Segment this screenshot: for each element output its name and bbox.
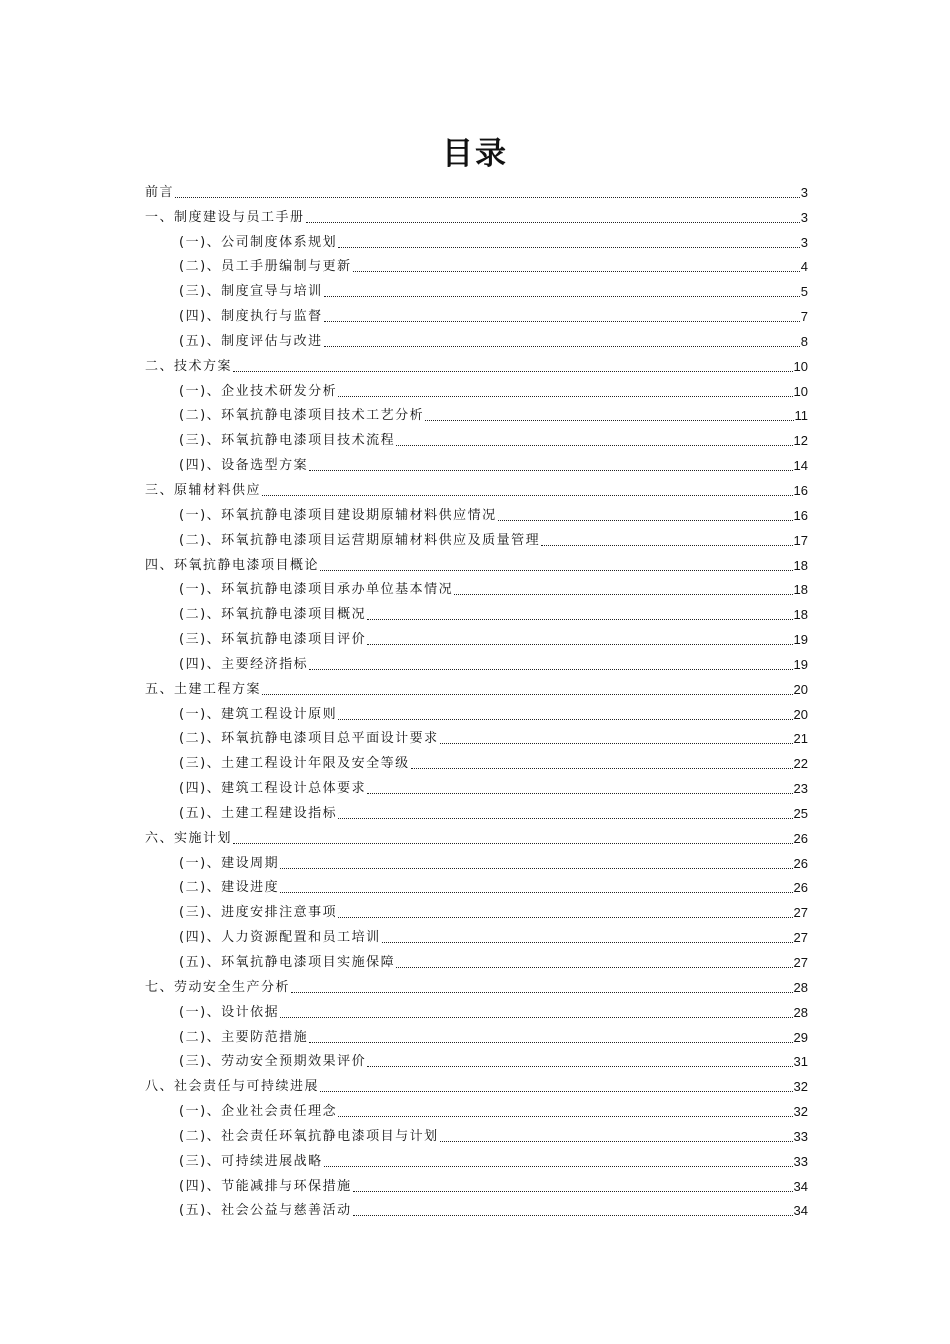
dot-leader: [233, 371, 793, 372]
dot-leader: [262, 694, 793, 695]
toc-entry-page-number: 11: [794, 408, 808, 424]
toc-subsection-entry[interactable]: [145, 524, 808, 549]
toc-subsection-entry[interactable]: [145, 1170, 808, 1195]
toc-entry-label: (一)、建筑工程设计原则: [179, 706, 338, 722]
toc-entry-label: (一)、建设周期: [179, 855, 280, 871]
toc-section-entry[interactable]: [145, 350, 808, 375]
dot-leader: [338, 247, 800, 248]
dot-leader: [382, 942, 793, 943]
dot-leader: [454, 594, 792, 595]
toc-entry-label: (二)、环氧抗静电漆项目运营期原辅材料供应及质量管理: [179, 532, 541, 548]
toc-entry-page-number: 29: [793, 1029, 808, 1045]
toc-entry-label: (二)、员工手册编制与更新: [179, 259, 352, 275]
toc-entry-label: (二)、环氧抗静电漆项目总平面设计要求: [179, 731, 439, 747]
toc-subsection-entry[interactable]: [145, 574, 808, 599]
toc-entry-label: (四)、人力资源配置和员工培训: [179, 930, 381, 946]
toc-entry-label: (三)、环氧抗静电漆项目技术流程: [179, 433, 396, 449]
toc-entry-label: 八、社会责任与可持续进展: [145, 1079, 320, 1095]
dot-leader: [309, 470, 792, 471]
toc-entry-label: 七、劳动安全生产分析: [145, 979, 291, 995]
toc-subsection-entry[interactable]: [145, 400, 808, 425]
toc-entry-label: (一)、公司制度体系规划: [179, 234, 338, 250]
toc-entry-page-number: 26: [793, 880, 808, 896]
dot-leader: [175, 197, 800, 198]
toc-entry-label: (四)、制度执行与监督: [179, 309, 323, 325]
toc-subsection-entry[interactable]: [145, 648, 808, 673]
toc-subsection-entry[interactable]: [145, 772, 808, 797]
toc-entry-page-number: 27: [793, 930, 808, 946]
dot-leader: [280, 892, 792, 893]
toc-subsection-entry[interactable]: [145, 872, 808, 897]
toc-entry-label: (一)、企业社会责任理念: [179, 1104, 338, 1120]
toc-entry-page-number: 18: [793, 582, 808, 598]
toc-entry-label: (四)、节能减排与环保措施: [179, 1178, 352, 1194]
toc-entry-label: 六、实施计划: [145, 830, 233, 846]
toc-entry-page-number: 26: [793, 830, 808, 846]
toc-entry-label: 四、环氧抗静电漆项目概论: [145, 557, 320, 573]
dot-leader: [324, 346, 800, 347]
toc-subsection-entry[interactable]: [145, 325, 808, 350]
toc-entry-page-number: 10: [793, 383, 808, 399]
toc-entry-page-number: 19: [793, 656, 808, 672]
dot-leader: [440, 1141, 793, 1142]
toc-entry-label: (一)、环氧抗静电漆项目承办单位基本情况: [179, 582, 454, 598]
toc-entry-label: 二、技术方案: [145, 358, 233, 374]
toc-entry-page-number: 22: [793, 756, 808, 772]
toc-subsection-entry[interactable]: [145, 723, 808, 748]
toc-entry-label: (一)、企业技术研发分析: [179, 383, 338, 399]
toc-entry-page-number: 32: [793, 1079, 808, 1095]
toc-subsection-entry[interactable]: [145, 698, 808, 723]
toc-entry-page-number: 4: [800, 259, 808, 275]
toc-entry-page-number: 20: [793, 681, 808, 697]
toc-entry-page-number: 33: [793, 1128, 808, 1144]
dot-leader: [367, 619, 792, 620]
toc-entry-label: 前言: [145, 184, 175, 200]
toc-subsection-entry[interactable]: [145, 598, 808, 623]
toc-entry-page-number: 12: [793, 433, 808, 449]
toc-subsection-entry[interactable]: [145, 1021, 808, 1046]
toc-subsection-entry[interactable]: [145, 424, 808, 449]
toc-entry-label: 三、原辅材料供应: [145, 482, 262, 498]
dot-leader: [280, 1017, 792, 1018]
page-title: 目录: [442, 136, 508, 172]
toc-subsection-entry[interactable]: [145, 797, 808, 822]
dot-leader: [425, 420, 793, 421]
toc-entry-label: (四)、建筑工程设计总体要求: [179, 781, 367, 797]
toc-subsection-entry[interactable]: [145, 847, 808, 872]
toc-entry-label: (二)、建设进度: [179, 880, 280, 896]
dot-leader: [338, 396, 792, 397]
dot-leader: [324, 1166, 793, 1167]
toc-subsection-entry[interactable]: [145, 1046, 808, 1071]
dot-leader: [353, 1191, 793, 1192]
toc-subsection-entry[interactable]: [145, 300, 808, 325]
toc-entry-label: (三)、制度宣导与培训: [179, 284, 323, 300]
toc-entry-page-number: 26: [793, 855, 808, 871]
toc-subsection-entry[interactable]: [145, 921, 808, 946]
toc-entry-page-number: 18: [793, 557, 808, 573]
toc-entry-page-number: 27: [793, 905, 808, 921]
toc-section-entry[interactable]: [145, 1070, 808, 1095]
dot-leader: [338, 818, 792, 819]
toc-entry-page-number: 28: [793, 1004, 808, 1020]
toc-entry-label: (二)、社会责任环氧抗静电漆项目与计划: [179, 1128, 439, 1144]
toc-entry-page-number: 34: [793, 1203, 808, 1219]
toc-subsection-entry[interactable]: [145, 747, 808, 772]
toc-entry-page-number: 18: [793, 607, 808, 623]
dot-leader: [411, 768, 793, 769]
toc-subsection-entry[interactable]: [145, 499, 808, 524]
toc-entry-label: (五)、土建工程建设指标: [179, 805, 338, 821]
dot-leader: [367, 644, 792, 645]
table-of-contents: [145, 176, 808, 1219]
toc-section-entry[interactable]: [145, 971, 808, 996]
toc-subsection-entry[interactable]: [145, 623, 808, 648]
toc-section-entry[interactable]: [145, 673, 808, 698]
toc-entry-page-number: 31: [793, 1054, 808, 1070]
dot-leader: [396, 967, 792, 968]
dot-leader: [541, 545, 792, 546]
toc-entry-page-number: 20: [793, 706, 808, 722]
toc-entry-page-number: 5: [800, 284, 808, 300]
toc-subsection-entry[interactable]: [145, 996, 808, 1021]
toc-entry-page-number: 8: [800, 333, 808, 349]
toc-entry-label: (三)、进度安排注意事项: [179, 905, 338, 921]
toc-section-entry[interactable]: [145, 201, 808, 226]
toc-entry-label: (五)、社会公益与慈善活动: [179, 1203, 352, 1219]
toc-subsection-entry[interactable]: [145, 375, 808, 400]
dot-leader: [338, 1116, 792, 1117]
dot-leader: [291, 992, 793, 993]
toc-entry-page-number: 14: [793, 458, 808, 474]
toc-entry-page-number: 16: [793, 507, 808, 523]
toc-entry-label: (四)、主要经济指标: [179, 656, 309, 672]
toc-entry-page-number: 21: [793, 731, 808, 747]
toc-subsection-entry[interactable]: [145, 275, 808, 300]
toc-subsection-entry[interactable]: [145, 1195, 808, 1220]
toc-entry-page-number: 10: [793, 358, 808, 374]
toc-entry-page-number: 3: [800, 184, 808, 200]
toc-entry-page-number: 28: [793, 979, 808, 995]
toc-entry-label: 五、土建工程方案: [145, 681, 262, 697]
dot-leader: [338, 719, 792, 720]
dot-leader: [306, 222, 800, 223]
dot-leader: [280, 868, 792, 869]
dot-leader: [320, 570, 793, 571]
toc-subsection-entry[interactable]: [145, 946, 808, 971]
dot-leader: [324, 321, 800, 322]
dot-leader: [396, 445, 792, 446]
toc-subsection-entry[interactable]: [145, 1120, 808, 1145]
toc-entry-page-number: 27: [793, 955, 808, 970]
toc-entry-label: (三)、劳动安全预期效果评价: [179, 1054, 367, 1070]
dot-leader: [440, 743, 793, 744]
toc-subsection-entry[interactable]: [145, 226, 808, 251]
toc-subsection-entry[interactable]: [145, 1145, 808, 1170]
toc-entry-label: (一)、设计依据: [179, 1004, 280, 1020]
dot-leader: [367, 793, 792, 794]
toc-entry-page-number: 16: [793, 482, 808, 498]
toc-entry-page-number: 34: [793, 1178, 808, 1194]
toc-entry-label: (三)、可持续进展战略: [179, 1153, 323, 1169]
toc-entry-label: (二)、环氧抗静电漆项目概况: [179, 607, 367, 623]
toc-entry-page-number: 23: [793, 781, 808, 797]
dot-leader: [233, 843, 793, 844]
toc-entry-page-number: 7: [800, 309, 808, 325]
toc-entry-page-number: 3: [800, 234, 808, 250]
toc-subsection-entry[interactable]: [145, 449, 808, 474]
dot-leader: [353, 1215, 793, 1216]
toc-entry-page-number: 3: [800, 209, 808, 225]
toc-section-entry[interactable]: [145, 176, 808, 201]
toc-entry-label: (四)、设备选型方案: [179, 458, 309, 474]
dot-leader: [367, 1066, 792, 1067]
toc-entry-label: 一、制度建设与员工手册: [145, 209, 305, 225]
toc-entry-label: (五)、环氧抗静电漆项目实施保障: [179, 955, 396, 970]
toc-entry-page-number: 33: [793, 1153, 808, 1169]
toc-entry-label: (三)、土建工程设计年限及安全等级: [179, 756, 410, 772]
toc-subsection-entry[interactable]: [145, 1095, 808, 1120]
dot-leader: [324, 296, 800, 297]
dot-leader: [309, 1042, 792, 1043]
toc-entry-page-number: 25: [793, 805, 808, 821]
toc-section-entry[interactable]: [145, 474, 808, 499]
dot-leader: [338, 917, 792, 918]
toc-entry-label: (二)、环氧抗静电漆项目技术工艺分析: [179, 408, 425, 424]
toc-subsection-entry[interactable]: [145, 896, 808, 921]
toc-entry-label: (五)、制度评估与改进: [179, 333, 323, 349]
dot-leader: [262, 495, 793, 496]
toc-entry-page-number: 17: [793, 532, 808, 548]
toc-entry-label: (二)、主要防范措施: [179, 1029, 309, 1045]
toc-entry-label: (三)、环氧抗静电漆项目评价: [179, 632, 367, 648]
toc-entry-page-number: 32: [793, 1104, 808, 1120]
dot-leader: [320, 1091, 793, 1092]
dot-leader: [353, 271, 800, 272]
toc-section-entry[interactable]: [145, 549, 808, 574]
dot-leader: [498, 520, 793, 521]
dot-leader: [309, 669, 792, 670]
toc-entry-label: (一)、环氧抗静电漆项目建设期原辅材料供应情况: [179, 507, 497, 523]
toc-subsection-entry[interactable]: [145, 251, 808, 276]
toc-entry-page-number: 19: [793, 632, 808, 648]
toc-section-entry[interactable]: [145, 822, 808, 847]
